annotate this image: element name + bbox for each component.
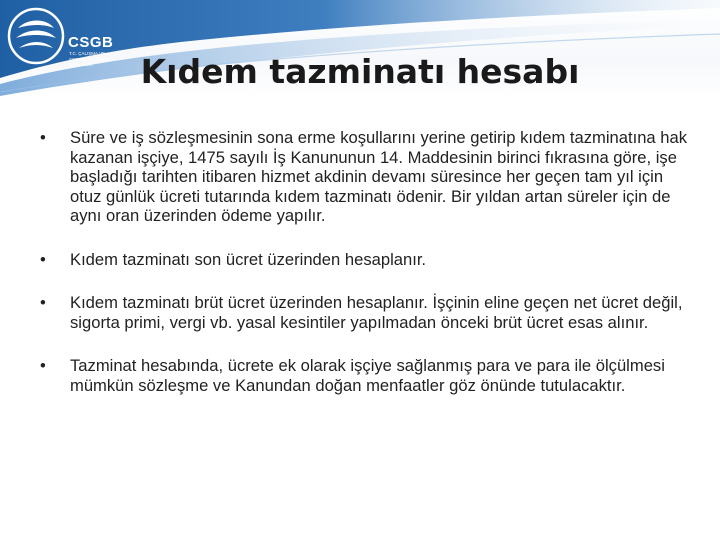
slide-title: Kıdem tazminatı hesabı bbox=[140, 52, 580, 91]
logo-name: CSGB bbox=[68, 34, 114, 51]
bullet-marker: • bbox=[40, 128, 46, 147]
bullet-text: Tazminat hesabında, ücrete ek olarak işçiye sağlanmış para ve para ile ölçülmesi mümkün sözleşme ve Kanundan doğan menfaatler göz önünde tutulacaktır. bbox=[70, 356, 665, 395]
bullet-item bbox=[30, 128, 690, 226]
bullet-item bbox=[30, 250, 690, 270]
bullet-item bbox=[30, 356, 690, 395]
bullet-list bbox=[30, 128, 690, 395]
bullet-marker: • bbox=[40, 356, 46, 375]
bullet-item bbox=[30, 293, 690, 332]
bullet-marker: • bbox=[40, 249, 46, 269]
bullet-text: Kıdem tazminatı son ücret üzerinden hesaplanır. bbox=[70, 249, 427, 269]
bullet-marker: • bbox=[40, 293, 46, 312]
bullet-text: Süre ve iş sözleşmesinin sona erme koşullarını yerine getirip kıdem tazminatına hak kazanan işçiye, 1475 sayılı İş Kanununun 14. Maddesinin birinci fıkrasına göre, işe başladığı tarihten itibaren hizmet akdinin devamı süresince her geçen tam yıl için otuz günlük ücreti tutarında kıdem tazminatı ödenir. Bir yıldan artan süreler için de aynı oran üzerinden ödeme yapılır. bbox=[70, 128, 688, 225]
logo-subtitle: T.C. ÇALIŞMA VE SOSYAL GÜVENLİK BAKANLIĞI bbox=[69, 51, 111, 67]
bullet-text: Kıdem tazminatı brüt ücret üzerinden hesaplanır. İşçinin eline geçen net ücret değil, sigorta primi, vergi vb. yasal kesintiler yapılmadan önceki brüt ücret esas alınır. bbox=[70, 293, 683, 332]
